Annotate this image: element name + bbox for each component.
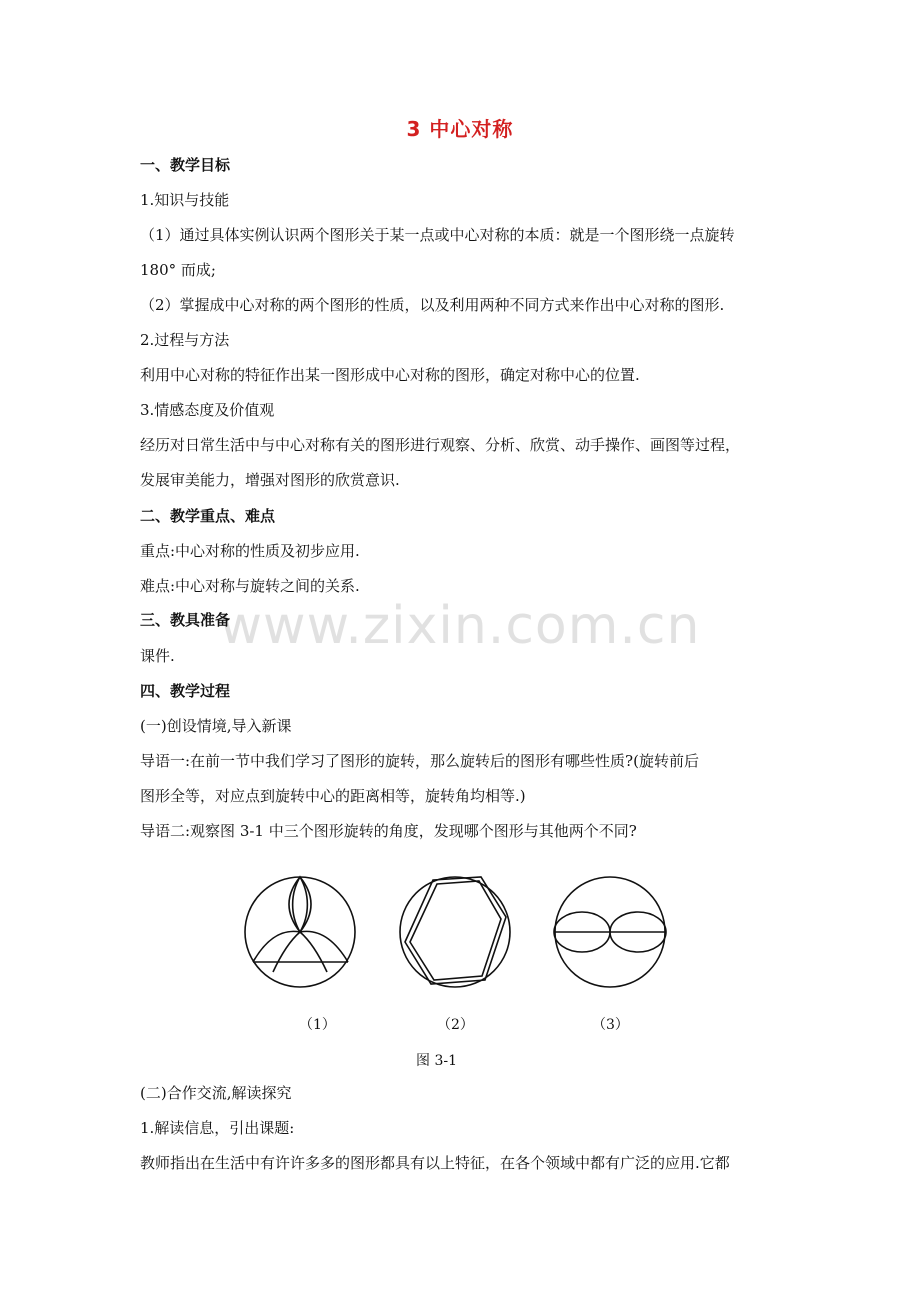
subheading-intro: (一)创设情境,导入新课 (140, 717, 292, 735)
paragraph-line: 1.解读信息，引出课题: (140, 1119, 295, 1137)
paragraph-line: （2）掌握成中心对称的两个图形的性质，以及利用两种不同方式来作出中心对称的图形. (140, 296, 725, 314)
paragraph-line: 重点:中心对称的性质及初步应用. (140, 542, 360, 560)
paragraph-line: 经历对日常生活中与中心对称有关的图形进行观察、分析、欣赏、动手操作、画图等过程， (140, 436, 741, 454)
figure-caption-3: （3） (592, 1017, 629, 1033)
figure-2-inner-hexagon (410, 881, 501, 980)
section-heading-objectives: 一、教学目标 (140, 156, 231, 174)
section-heading-process: 四、教学过程 (140, 682, 231, 700)
figure-1-arc-left (253, 931, 300, 962)
watermark: www.zixin.com.cn (219, 596, 701, 656)
paragraph-line: （1）通过具体实例认识两个图形关于某一点或中心对称的本质：就是一个图形绕一点旋转 (140, 226, 735, 244)
figure-caption-2: （2） (437, 1017, 474, 1033)
paragraph-line: 导语二:观察图 3-1 中三个图形旋转的角度，发现哪个图形与其他两个不同? (140, 822, 637, 840)
figure-1-drawing (245, 877, 355, 987)
subheading-cooperation: (二)合作交流,解读探究 (140, 1084, 292, 1102)
paragraph-line: 导语一:在前一节中我们学习了图形的旋转，那么旋转后的图形有哪些性质?(旋转前后 (140, 752, 699, 770)
paragraph-line: 发展审美能力，增强对图形的欣赏意识. (140, 471, 400, 489)
paragraph-line: 利用中心对称的特征作出某一图形成中心对称的图形，确定对称中心的位置. (140, 366, 640, 384)
figure-3-1 (238, 862, 688, 1006)
figure-1-arc-bottom (273, 932, 327, 972)
figure-2-circle (400, 877, 510, 987)
paragraph-line: 难点:中心对称与旋转之间的关系. (140, 577, 360, 595)
paragraph-line: 图形全等，对应点到旋转中心的距离相等，旋转角均相等.) (140, 787, 526, 805)
subheading-attitude: 3.情感态度及价值观 (140, 401, 275, 419)
figure-caption-1: （1） (299, 1017, 336, 1033)
page-title: 3 中心对称 (406, 117, 514, 141)
paragraph-line: 教师指出在生活中有许许多多的图形都具有以上特征，在各个领域中都有广泛的应用.它都 (140, 1154, 730, 1172)
figure-3-drawing (554, 877, 666, 987)
paragraph-line: 课件. (140, 647, 175, 665)
figure-1-arc-right (300, 931, 348, 962)
figure-label: 图 3-1 (416, 1053, 457, 1069)
section-heading-materials: 三、教具准备 (140, 611, 231, 629)
section-heading-keypoints: 二、教学重点、难点 (140, 507, 276, 525)
figure-drawings (238, 862, 688, 1002)
paragraph-line: 180° 而成; (140, 261, 216, 279)
figure-2-hexagon (405, 877, 506, 984)
figure-2-drawing (400, 877, 510, 987)
subheading-process: 2.过程与方法 (140, 331, 230, 349)
subheading-knowledge: 1.知识与技能 (140, 191, 230, 209)
